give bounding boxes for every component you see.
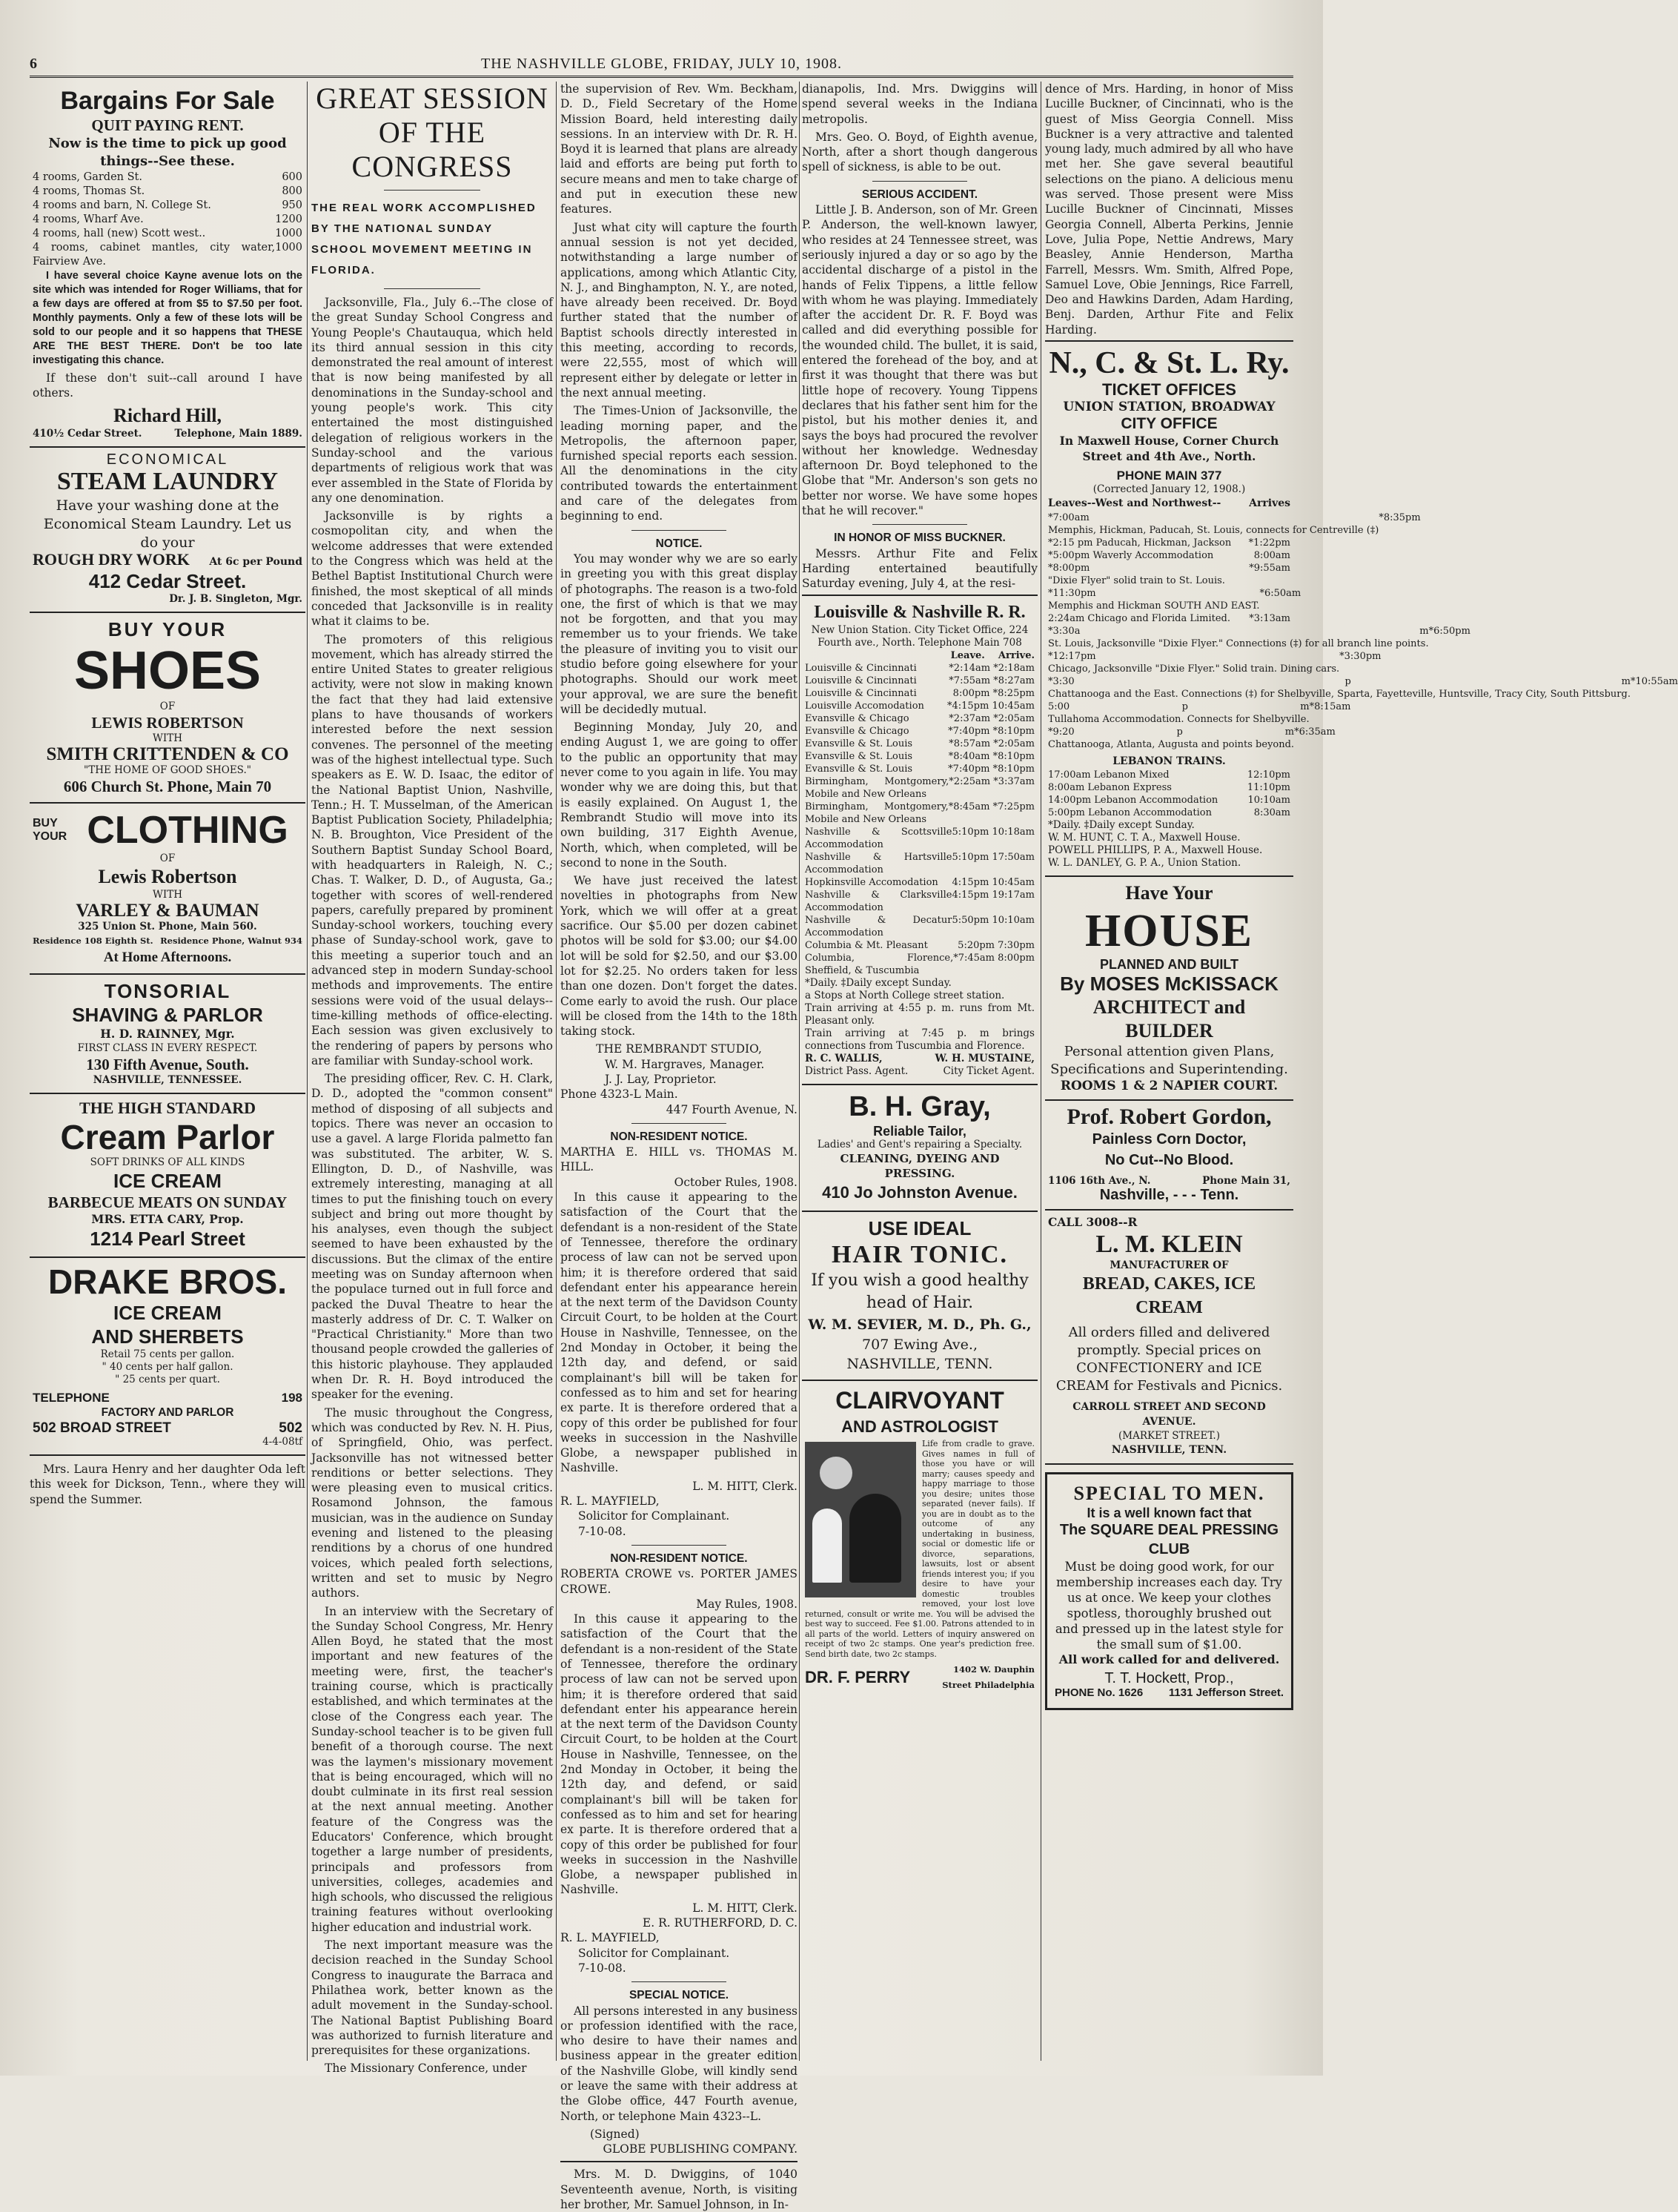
bargain-list — [33, 170, 302, 269]
ad-klein-bakery: CALL 3008--R L. M. KLEIN MANUFACTURER OF BREAD, CAKES, ICE CREAM All orders filled and delivered promptly. Special prices on CONFECTIONERY and ICE CREAM for Festivals and Picnics. CARROLL STREET AND SECOND AVENUE. (MARKET STREET.) NASHVILLE, TENN. — [1045, 1211, 1293, 1465]
ad-title: CLAIRVOYANT — [835, 1387, 1004, 1414]
ad-drake-bros: DRAKE BROS. ICE CREAM AND SHERBETS Retail 75 cents per gallon. " 40 cents per half gallon. " 25 cents per quart. TELEPHONE 198 FACTORY AND PARLOR 502 BROAD STREET 502 4-4-08tf — [30, 1258, 305, 1456]
table-row: Birmingham, Montgomery, Mobile and New Orleans *8:45am *7:25pm — [805, 801, 1035, 825]
news-item: Mrs. Laura Henry and her daughter Oda left this week for Dickson, Tenn., where they will spend the Summer. — [30, 1462, 305, 1506]
column-3: the supervision of Rev. Wm. Beckham, D. D., Field Secretary of the Home Mission Board, held interesting daily sessions. In an interview with Dr. R. H. Boyd it is learned that plans are already laid and efforts are being put forth to secure means and men to take charge of and put in execution these new features. Just what city will capture the fourth annual session is not yet decided, notwithstanding a large number of applications, among which Atlantic City, N. J., and Binghampton, N. Y., are noted, have already been received. Dr. Boyd further stated that the number of Baptist schools directly interested in this meeting, according to records, were 22,555, most of which will represent either by delegate or letter in the next annual meeting. The Times-Union of Jacksonville, the leading morning paper, and the Metropolis, the afternoon paper, furnished special reports each session. All the denominations in the city contributed towards the entertainment and care of the delegates from beginning to end. NOTICE. You may wonder why we are so early in greeting you with this great display of photographs. The reason is a two-fold one, the first of which is that we may not be forgotten, and that you may remember us to your friends. We take the pleasure of inviting you to visit our studio before going elsewhere for your photographs. Should our work meet your approval, we are sure the benefit will be decidedly mutual. Beginning Monday, July 20, and ending August 1, we are going to offer to the public an opportunity that may never come to you again in life. You may wonder why we are doing this, but that is easily explained. On August 1, the Rembrandt Studio will move into its own building, 317 Eighth Avenue, North, which, when completed, will be second to none in the South. We have just received the latest novelties in photographs from New York, which we will offer at a great sacrifice. Our $5.00 per dozen cabinet photos will be sold for $3.00; our $4.00 lot will be sold for $2.50, and our $3.00 lot for $2.25. No orders taken for less than one dozen. Don't forget the dates. Come early to avoid the rush. Our place will be closed from the 14th to the 18th taking stock. THE REMBRANDT STUDIO, W. M. Hargraves, Manager. J. J. Lay, Proprietor. Phone 4323-L Main. 447 Fourth Avenue, N. NON-RESIDENT NOTICE. MARTHA E. HILL vs. THOMAS M. HILL. October Rules, 1908. In this cause it appearing to the satisfaction of the Court that the defendant is a non-resident of the State of Tennessee, therefore the ordinary process of law can not be served upon him; it is therefore ordered that said defendant enter his appearance herein at the next term of the Davidson County Circuit Court, to be holden at the Court House in Nashville, Tennessee, on the 2nd Monday in October, it being the 12th day, and defend, or said complainant's bill will be taken for confessed as to him and set for hearing ex parte. It is therefore ordered that a copy of this order be published for four weeks in succession in the Nashville Globe, a newspaper published in Nashville. L. M. HITT, Clerk. R. L. MAYFIELD, Solicitor for Complainant. 7-10-08. NON-RESIDENT NOTICE. ROBERTA CROWE vs. PORTER JAMES CROWE. May Rules, 1908. In this cause it appearing to the satisfaction of the Court that the defendant is a non-resident of the State of Tennessee, therefore the ordinary process of law can not be served upon him; it is therefore ordered that said defendant enter his appearance herein at the next term of the Davidson County Circuit Court, to be holden at the Court House in Nashville, Tennessee, on the 2nd Monday in October, it being the 12th day, and defend, or said complainant's bill will be taken for confessed as to him and set for hearing ex parte. It is therefore ordered that a copy of this order be published for four weeks in succession in the Nashville Globe, a newspaper published in Nashville. L. M. HITT, Clerk. E. R. RUTHERFORD, D. C. R. L. MAYFIELD, Solicitor for Complainant. 7-10-08. SPECIAL NOTICE. All persons interested in any business or profession identified with the race, who desire to have their names and business appear in the greater edition of the Nashville Globe, will kindly send or leave the same with their address at the Globe office, 447 Fourth avenue, North, or telephone Main 4323--L. (Signed) GLOBE PUBLISHING COMPANY. Mrs. M. D. Dwiggins, of 1040 Seventeenth avenue, North, is visiting her brother, Mr. Samuel Johnson, in In- — [560, 82, 797, 2212]
section-heading: NOTICE. — [655, 537, 703, 550]
article-paragraph: Just what city will capture the fourth annual session is not yet decided, notwithstanding a large number of applications, among which Atlantic City, N. J., and Binghampton, N. Y., are noted, have already been received. Dr. Boyd further stated that the number of Baptist schools directly interested in this meeting, according to records, were 22,555, most of which will represent either by delegate or letter in the next annual meeting. — [560, 220, 797, 400]
masthead-title: THE NASHVILLE GLOBE, FRIDAY, JULY 10, 1908. — [481, 55, 842, 72]
table-row: Birmingham, Montgomery, Mobile and New Orleans *2:25am *3:37am — [805, 775, 1035, 800]
column-5 — [1045, 82, 1678, 2061]
ad-title: Cream Parlor — [60, 1117, 275, 1156]
ad-corn-doctor: Prof. Robert Gordon, Painless Corn Doctor, No Cut--No Blood. 1106 16th Ave., N. Phone Main 31, Nashville, - - - Tenn. — [1045, 1101, 1293, 1210]
section-heading: NON-RESIDENT NOTICE. — [610, 1130, 748, 1143]
table-row: 14:00pm Lebanon Accommodation 10:10am — [1048, 794, 1290, 806]
list-item: 4 rooms, cabinet mantles, city water, Fairview Ave. 1000 — [33, 242, 302, 268]
table-row: Evansville & St. Louis *7:40pm *8:10pm — [805, 763, 1035, 775]
page-number: 6 — [30, 55, 38, 72]
column-rule — [556, 82, 557, 2061]
astrologer-illustration — [805, 1442, 916, 1597]
ad-clothing: BUY YOUR CLOTHING OF Lewis Robertson WITH VARLEY & BAUMAN 325 Union St. Phone, Main 560. Residence 108 Eighth St. Residence Phone, Walnut 934 At Home Afternoons. — [30, 804, 305, 975]
table-row: *12:17pm Chicago, Jacksonville "Dixie Flyer." Solid train. Dining cars. *3:30pm — [1048, 650, 1382, 675]
article-paragraph: Messrs. Arthur Fite and Felix Harding entertained beautifully Saturday evening, July 4, at the resi- — [802, 546, 1038, 591]
ad-title: Prof. Robert Gordon, — [1067, 1105, 1272, 1130]
ad-pressing-club: SPECIAL TO MEN. It is a well known fact that The SQUARE DEAL PRESSING CLUB Must be doing good work, for our membership increases each day. Try us at once. We keep your clothes spotless, thoroughly brushed out and pressed up in the latest style for the small sum of $1.00. All work called for and delivered. T. T. Hockett, Prop., PHONE No. 1626 1131 Jefferson Street. — [1045, 1472, 1293, 1710]
article-paragraph: The music throughout the Congress, which was conducted by Rev. N. H. Pius, of Springfield, Ohio, was perfect. Jacksonville has not witnessed better renditions or better selections. They were pleasing even to musical critics. Rosamond Johnson, the famous musician, was in the audience on Sunday evening and listened to the pleasing renditions by a chorus of one hundred voices, which pealed forth selections, written and set to music by Negro authors. — [311, 1405, 553, 1600]
column-1 — [30, 82, 305, 2061]
ad-tonsorial: TONSORIAL SHAVING & PARLOR H. D. RAINNEY, Mgr. FIRST CLASS IN EVERY RESPECT. 130 Fifth Avenue, South. NASHVILLE, TENNESSEE. — [30, 975, 305, 1093]
deck-headline: THE REAL WORK ACCOMPLISHED BY THE NATIONAL SUNDAY SCHOOL MOVEMENT MEETING IN FLORIDA. — [311, 202, 537, 276]
ad-name: Richard Hill, — [113, 404, 222, 426]
ad-title: SPECIAL TO MEN. — [1073, 1482, 1265, 1504]
divider — [631, 1545, 726, 1546]
table-row: Louisville Accomodation *4:15pm 10:45am — [805, 700, 1035, 712]
table-row: *9:20 p m Chattanooga, Atlanta, Augusta and points beyond. *6:35am — [1048, 726, 1336, 750]
ad-title: CLOTHING — [87, 809, 288, 852]
ad-bargains — [30, 82, 305, 448]
article-paragraph: The Missionary Conference, under — [325, 2062, 527, 2076]
table-row: *3:30a m St. Louis, Jacksonville "Dixie Flyer." Connections (‡) for all branch line points. *6:50pm — [1048, 625, 1470, 649]
ad-cream-parlor: THE HIGH STANDARD Cream Parlor SOFT DRINKS OF ALL KINDS ICE CREAM BARBECUE MEATS ON SUNDAY MRS. ETTA CARY, Prop. 1214 Pearl Street — [30, 1094, 305, 1258]
ad-title: HAIR TONIC. — [831, 1241, 1009, 1269]
table-row: *8:00pm "Dixie Flyer" solid train to St. Louis. *9:55am — [1048, 562, 1290, 586]
list-item: 4 rooms, Wharf Ave. 1200 — [33, 213, 302, 225]
column-2 — [311, 82, 553, 2076]
table-row: 8:00am Lebanon Express 11:10pm — [1048, 781, 1290, 793]
table-row: Evansville & St. Louis *8:57am *2:05am — [805, 738, 1035, 749]
notice-paragraph: In this cause it appearing to the satisfaction of the Court that the defendant is a non-resident of the State of Tennessee, therefore the ordinary process of law can not be served upon him; it is therefore ordered that said defendant enter his appearance herein at the next term of the Davidson County Circuit Court, to be holden at the Court House in Nashville, Tennessee, on the 2nd Monday in October, it being the 12th day, and defend, or said complainant's bill will be taken for confessed as to him and set for hearing ex parte. It is therefore ordered that a copy of this order be published for four weeks in succession in the Nashville Globe, a newspaper published in Nashville. — [560, 1612, 797, 1897]
article-paragraph: The Times-Union of Jacksonville, the leading morning paper, and the Metropolis, the afternoon paper, furnished special reports each session. All the denominations in the city contributed towards the entertainment and care of the delegates from beginning to end. — [560, 404, 797, 523]
headline: GREAT SESSION — [316, 82, 548, 115]
table-row: *3:30 p m Chattanooga and the East. Connections (‡) for Shelbyville, Sparta, Fayetteville, Huntsville, Tracy City, South Pittsburg. *10:55am — [1048, 675, 1678, 700]
table-row: Hopkinsville Accomodation 4:15pm 10:45am — [805, 876, 1035, 888]
ad-intro: Now is the time to pick up good things--See these. — [48, 136, 287, 169]
ad-title: TONSORIAL — [104, 980, 231, 1003]
ad-phone: Telephone, Main 1889. — [174, 427, 302, 440]
section-heading: SPECIAL NOTICE. — [629, 1989, 729, 2002]
article-paragraph: The promoters of this religious movement, which has already stirred the entire United States to greater religious activity, were not slow in making known the fact that they had laid extensive plans to have thousands of workers interested before the next session convenes. The personnel of the meeting was of the highest intellectual type. Such speakers as E. W. D. Isaac, the editor of the National Baptist Union, Nashville, Tenn.; H. T. Musselman, of the American Baptist Publication Society, Philadelphia; N. B. Broughton, Vice President of the Southern Baptist Sunday School Board, with headquarters in Raleigh, N. C.; Chas. T. Walker, D. D., of Augusta, Ga.; together with scores of well-rendered papers, carefully prepared by prominent Sunday-school workers, touching every phase of Sunday-school work, gave to this meeting a superior touch and an advanced step in modern Sunday-school methods and improvements. The entire sessions were void of the usual delays--time-killing methods of office-electing. Each session was given exclusively to the rendering of papers by persons who are familiar with Sunday-school work. — [311, 632, 553, 1067]
ad-title: Bargains For Sale — [60, 87, 275, 115]
section-heading: SERIOUS ACCIDENT. — [861, 188, 978, 201]
ad-title: N., C. & St. L. Ry. — [1049, 346, 1290, 381]
table-row: *2:15 pm Paducah, Hickman, Jackson *1:22pm — [1048, 537, 1290, 549]
notice-paragraph: All persons interested in any business or profession identified with the race, who desire to have their names and business appear in the greater edition of the Nashville Globe, will kindly send or leave the same with their address at the Globe office, 447 Fourth avenue, North, or telephone Main 4323--L. — [560, 2004, 797, 2123]
divider — [872, 524, 966, 525]
table-row: Evansville & Chicago *7:40pm *8:10pm — [805, 725, 1035, 737]
table-row: Nashville & Scottsville Accommodation 5:10pm 10:18am — [805, 826, 1035, 850]
table-row: Louisville & Cincinnati 8:00pm *8:25pm — [805, 687, 1035, 699]
ad-shoes: BUY YOUR SHOES OF LEWIS ROBERTSON WITH SMITH CRITTENDEN & CO "THE HOME OF GOOD SHOES." 606 Church St. Phone, Main 70 — [30, 613, 305, 804]
news-item: Mrs. Geo. O. Boyd, of Eighth avenue, North, after a short though dangerous spell of sickness, is able to be out. — [802, 130, 1038, 174]
article-paragraph: In an interview with the Secretary of the Sunday School Congress, Mr. Henry Allen Boyd, he stated that the most important and new features of the meeting were, first, the teacher's training course, which is practically established, and which terminates at the close of the Congress each year. The Sunday-school teacher is to be given full benefit of a thorough course. The next was the laymen's missionary movement that is being encouraged, which will no doubt culminate in its first real session at the next annual meeting. Another feature of the Congress was the Educators' Conference, which brought together a large number of presidents, principals and professors from universities, colleges, academies and high schools, who discussed the religious training features without overlooking higher education and industrial work. — [311, 1604, 553, 1934]
table-row: Columbia, Florence, Sheffield, & Tuscumbia *7:45am 8:00pm — [805, 952, 1035, 976]
list-item: 4 rooms, Thomas St. 800 — [33, 185, 302, 197]
article-paragraph: the supervision of Rev. Wm. Beckham, D. D., Field Secretary of the Home Mission Board, held interesting daily sessions. In an interview with Dr. R. H. Boyd it is learned that plans are already laid and efforts are being put forth to secure means and men to take charge of and put in execution these new features. — [560, 82, 797, 216]
section-heading: NON-RESIDENT NOTICE. — [610, 1552, 748, 1565]
list-item: 4 rooms, Garden St. 600 — [33, 171, 302, 183]
notice-paragraph: In this cause it appearing to the satisfaction of the Court that the defendant is a non-resident of the State of Tennessee, therefore the ordinary process of law can not be served upon him; it is therefore ordered that said defendant enter his appearance herein at the next term of the Davidson County Circuit Court, to be holden at the Court House in Nashville, Tennessee, on the 2nd Monday in October, it being the 12th day, and defend, or said complainant's bill will be taken for confessed as to him and set for hearing ex parte. It is therefore ordered that a copy of this order be published for four weeks in succession in the Nashville Globe, a newspaper published in Nashville. — [560, 1191, 797, 1475]
column-rule — [307, 82, 308, 2061]
ad-laundry: ECONOMICAL STEAM LAUNDRY Have your washing done at the Economical Steam Laundry. Let us do your ROUGH DRY WORK At 6c per Pound 412 Cedar Street. Dr. J. B. Singleton, Mgr. — [30, 448, 305, 614]
article-paragraph: Jacksonville is by rights a cosmopolitan city, and when the welcome addresses that were extended to the Congress which was held at the Bethel Baptist Institutional Church were finished, the most skeptical of all minds conceded that Jacksonville is in reality what it claims to be. — [311, 509, 553, 629]
table-row: 5:00 p m Tullahoma Accommodation. Connects for Shelbyville. *8:15am — [1048, 701, 1351, 725]
moon-icon — [820, 1457, 852, 1489]
section-heading: IN HONOR OF MISS BUCKNER. — [834, 532, 1006, 545]
table-row: 2:24am Chicago and Florida Limited. *3:13am — [1048, 612, 1290, 624]
notice-paragraph: We have just received the latest novelties in photographs from New York, which we will offer at a great sacrifice. Our $5.00 per dozen cabinet photos will be sold for $3.00; our $4.00 lot will be sold for $2.50, and our $3.00 lot for $2.25. No orders taken for less than one dozen. Don't forget the dates. Come early to avoid the rush. Our place will be closed from the 14th to the 18th taking stock. — [560, 874, 797, 1039]
divider — [384, 190, 480, 191]
list-item: 4 rooms and barn, N. College St. 950 — [33, 199, 302, 211]
astrologer-figure — [849, 1494, 901, 1583]
ad-title: L. M. KLEIN — [1095, 1231, 1243, 1259]
angel-figure — [812, 1509, 842, 1583]
article-paragraph: The next important measure was the decision reached in the Sunday School Congress to inaugurate the Barraca and Philathea work, better known as the adult movement in the Sunday-school. The National Baptist Publishing Board was authorized to furnish literature and prerequisites for these organizations. — [311, 1938, 553, 2058]
ad-body: I have several choice Kayne avenue lots on the site which was intended for Roger Williams, that for a few days are offered at from $5 to $7.50 per foot. Monthly payments. Only a few of these lots will be sold to our people and it so happens that THESE ARE THE BEST THERE. Don't be too late investigating this chance. — [33, 270, 302, 366]
table-row: *7:00am Memphis, Hickman, Paducah, St. Louis, connects for Centreville (‡) *8:35pm — [1048, 511, 1421, 536]
article-paragraph: dence of Mrs. Harding, in honor of Miss Lucille Buckner, of Cincinnati, who is the guest of Miss Georgia Connell. Miss Buckner is a very attractive and talented young lady, much admired by all who have met her. She gave several beautiful selections on the piano. A delicious menu was served. Those present were Miss Lucille Buckner of Cincinnati, Misses Georgia Connell, Alberta Perkins, Jennie Love, Julia Pope, Nettie Andrews, Mary Beasley, Annie Henderson, Martha Farrell, Messrs. Wm. Smith, Alfred Pope, Samuel Love, Obie Jennings, Rice Farrell, Deo and Hawkins Darden, Adam Harding, Benj. Darden, Arthur Fite and Felix Harding. — [1045, 82, 1293, 337]
table-row: Louisville & Cincinnati *2:14am *2:18am — [805, 662, 1035, 674]
divider — [631, 530, 726, 531]
ad-title: HOUSE — [1084, 905, 1254, 956]
ad-clairvoyant: CLAIRVOYANT AND ASTROLOGIST Life from cradle to grave. Gives names in full of those you have or will marry; causes speedy and happy marriage to those you desire; unites those separated (never fails). If you are in doubt as to the outcome of any undertaking in business, social or domestic life or divorce, separations, lawsuits, lost or absent friends interest you; if you desire to have your domestic troubles removed, your lost love returned, consult or write me. You will be advised the best way to succeed. Fee $1.00. Patrons attended to in all parts of the world. Letters of inquiry answered on receipt of two 2c stamps. One year's prediction free. Send birth date, two 2c stamps. DR. F. PERRY 1402 W. Dauphin Street Philadelphia — [805, 1387, 1035, 1690]
ad-address: 410½ Cedar Street. — [33, 427, 142, 440]
column-4 — [802, 82, 1038, 2061]
ad-body: If these don't suit--call around I have others. — [33, 371, 302, 400]
ad-nc-stl-railway: N., C. & St. L. Ry. TICKET OFFICES UNION STATION, BROADWAY CITY OFFICE In Maxwell House, Corner Church Street and 4th Ave., North. PHONE MAIN 377 (Corrected January 12, 1908.) Leaves--West and Northwest-- Arrives *7:00am Memphis, Hickman, Paducah, St. Louis, connects for Centreville (‡) *8:35pm *2:15 pm Paducah, Hickman, Jackson *1:22pm *5:00pm Waverly Accommodation 8:00am *8:00pm "Dixie Flyer" solid train to St. Louis. *9:55am *11:30pm Memphis and Hickman SOUTH AND EAST. *6:50am 2:24am Chicago and Florida Limited. *3:13am *3:30a m St. Louis, Jacksonville "Dixie Flyer." Connections (‡) for all branch line points. *6:50pm *12:17pm Chicago, Jacksonville "Dixie Flyer." Solid train. Dining cars. *3:30pm *3:30 p m Chattanooga and the East. Connections (‡) for Shelbyville, Sparta, Fayetteville, Huntsville, Tracy City, South Pittsburg. *10:55am 5:00 p m Tullahoma Accommodation. Connects for Shelbyville. *8:15am *9:20 p m Chattanooga, Atlanta, Augusta and points beyond. *6:35am LEBANON TRAINS. 17:00am Lebanon Mixed 12:10pm 8:00am Lebanon Express 11:10pm 14:00pm Lebanon Accommodation 10:10am 5:00pm Lebanon Accommodation 8:30am *Daily. ‡Daily except Sunday. W. M. HUNT, C. T. A., Maxwell House. POWELL PHILLIPS, P. A., Maxwell House. W. L. DANLEY, G. P. A., Union Station. — [1045, 340, 1293, 877]
masthead — [30, 52, 1293, 78]
table-row: Evansville & Chicago *2:37am *2:05am — [805, 712, 1035, 724]
article-paragraph: Little J. B. Anderson, son of Mr. Green P. Anderson, the well-known lawyer, who resides at 24 Tennessee street, was seriously injured a day or so ago by the accidental discharge of a pistol in the hands of Felix Tippens, a little fellow with whom he was playing. Immediately after the accident Dr. R. F. Boyd was called and did everything possible for the wounded child. The bullet, it is said, entered the forehead of the boy, and at first it was thought that there was but little hope of recovery. Young Tippens declares that his father sent him for the pistol, but his mother denies it, and says the boys had procured the revolver without her knowledge. Wednesday afternoon Dr. Boyd telephoned to the Globe that "Mr. Anderson's son gets no better nor worse. We have some hopes that he will recover." — [802, 203, 1038, 518]
list-item: 4 rooms, hall (new) Scott west.. 1000 — [33, 228, 302, 239]
notice-paragraph: Beginning Monday, July 20, and ending August 1, we are going to offer to the public an opportunity that may never come to you again in life. You may wonder why we are doing this, but that is easily explained. On August 1, the Rembrandt Studio will move into its own building, 317 Eighth Avenue, North, which, when completed, will be second to none in the South. — [560, 721, 797, 870]
divider — [631, 1123, 726, 1124]
ad-title: Louisville & Nashville R. R. — [814, 602, 1026, 622]
table-row: 17:00am Lebanon Mixed 12:10pm — [1048, 769, 1290, 781]
divider — [631, 1981, 726, 1982]
ad-title: STEAM LAUNDRY — [56, 467, 279, 495]
notice-paragraph: You may wonder why we are so early in greeting you with this great display of photographs. The reason is a two-fold one, the first of which is that we may not be forgotten, and that you may remember us to your friends. We take the pleasure of inviting you to visit our studio before going elsewhere for your photographs. Should our work meet your approval, we are sure the benefit will be decidedly mutual. — [560, 552, 797, 716]
table-row: Columbia & Mt. Pleasant 5:20pm 7:30pm — [805, 939, 1035, 951]
divider — [872, 181, 966, 182]
table-row: Nashville & Hartsville Accommodation 5:10pm 17:50am — [805, 851, 1035, 875]
ad-title: DRAKE BROS. — [47, 1262, 288, 1302]
news-item: Mrs. M. D. Dwiggins, of 1040 Seventeenth avenue, North, is visiting her brother, Mr. Samuel Johnson, in In- — [560, 2168, 797, 2212]
ad-subtitle: QUIT PAYING RENT. — [91, 116, 244, 134]
article-paragraph: Jacksonville, Fla., July 6.--The close of the great Sunday School Congress and Young People's Chautauqua, which held its third annual session in this city demonstrated the real amount of interest that is now being manifested by all denominations in the Sunday-school and young people's work. This city entertained the most distinguished delegation of religious workers in the Sunday-school and the various departments of religious work that was ever assembled in the State of Florida by any one denomination. — [311, 296, 553, 505]
ad-title: B. H. Gray, — [849, 1090, 991, 1122]
article-paragraph: The presiding officer, Rev. C. H. Clark, D. D., adopted the "common consent" method of disposing of all subjects and topics. There was never an occasion to use a gavel. A large Florida palmetto fan was substituted. The arbiter, W. S. Ellington, D. D., of Nashville, was extremely interesting, managing at all times to put the finishing touch on every subject and bring out more thought by his analyses, even though the subject seemed to have been exhausted by the discussions. But the climax of the entire meeting was on Sunday afternoon when the populace turned out in full force and packed the Duval Theatre to hear the masterly address of Dr. C. T. Walker on "Practical Christianity." More than two thousand people crowded the galleries of this historic playhouse. They applauded when Dr. R. H. Boyd introduced the speaker for the evening. — [311, 1072, 553, 1402]
ad-house-builder: Have Your HOUSE PLANNED AND BUILT By MOSES McKISSACK ARCHITECT and BUILDER Personal attention given Plans, Specifications and Superintending. ROOMS 1 & 2 NAPIER COURT. — [1045, 877, 1293, 1102]
ad-gray-tailor: B. H. Gray, Reliable Tailor, Ladies' and Gent's repairing a Specialty. CLEANING, DYEING AND PRESSING. 410 Jo Johnston Avenue. — [802, 1085, 1038, 1213]
news-item: dianapolis, Ind. Mrs. Dwiggins will spend several weeks in the Indiana metropolis. — [802, 82, 1038, 126]
table-row: *11:30pm Memphis and Hickman SOUTH AND EAST. *6:50am — [1048, 587, 1301, 612]
ad-louisville-nashville: Louisville & Nashville R. R. New Union Station. City Ticket Office, 224 Fourth ave., North. Telephone Main 708 Leave. Arrive. Louisville & Cincinnati *2:14am *2:18am Louisville & Cincinnati *7:55am *8:27am Louisville & Cincinnati 8:00pm *8:25pm Louisville Accomodation *4:15pm 10:45am Evansville & Chicago *2:37am *2:05am Evansville & Chicago *7:40pm *8:10pm Evansville & St. Louis *8:57am *2:05am Evansville & St. Louis *8:40am *8:10pm Evansville & St. Louis *7:40pm *8:10pm Birmingham, Montgomery, Mobile and New Orleans *2:25am *3:37am Birmingham, Montgomery, Mobile and New Orleans *8:45am *7:25pm Nashville & Scottsville Accommodation 5:10pm 10:18am Nashville & Hartsville Accommodation 5:10pm 17:50am Hopkinsville Accomodation 4:15pm 10:45am Nashville & Clarksville Accommodation 4:15pm 19:17am Nashville & Decatur Accommodation 5:50pm 10:10am Columbia & Mt. Pleasant 5:20pm 7:30pm Columbia, Florence, Sheffield, & Tuscumbia *7:45am 8:00pm *Daily. ‡Daily except Sunday. a Stops at North College street station. Train arriving at 4:55 p. m. runs from Mt. Pleasant only. Train arriving at 7:45 p. m brings connections from Tuscumbia and Florence. R. C. WALLIS, W. H. MUSTAINE, District Pass. Agent. City Ticket Agent. — [802, 595, 1038, 1085]
table-row: Nashville & Clarksville Accommodation 4:15pm 19:17am — [805, 889, 1035, 913]
table-row: *5:00pm Waverly Accommodation 8:00am — [1048, 549, 1290, 561]
ad-title: SHOES — [73, 641, 262, 701]
table-row: Louisville & Cincinnati *7:55am *8:27am — [805, 675, 1035, 686]
table-row: 5:00pm Lebanon Accommodation 8:30am — [1048, 807, 1290, 818]
headline: OF THE CONGRESS — [351, 116, 513, 183]
table-row: Evansville & St. Louis *8:40am *8:10pm — [805, 750, 1035, 762]
divider — [384, 288, 480, 289]
table-row: Nashville & Decatur Accommodation 5:50pm 10:10am — [805, 914, 1035, 938]
ad-hair-tonic: USE IDEAL HAIR TONIC. If you wish a good healthy head of Hair. W. M. SEVIER, M. D., Ph. G., 707 Ewing Ave., NASHVILLE, TENN. — [802, 1212, 1038, 1381]
column-rule — [799, 82, 800, 2061]
